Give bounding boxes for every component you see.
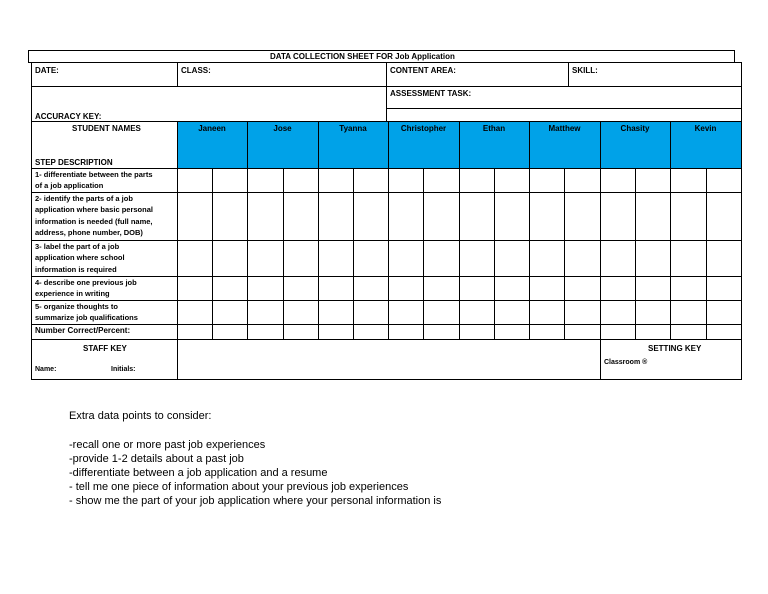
step-description-label: STEP DESCRIPTION xyxy=(35,158,113,167)
student-name-6: Matthew xyxy=(548,124,581,133)
number-correct-label: Number Correct/Percent: xyxy=(35,326,131,335)
grid-line xyxy=(459,121,460,169)
grid-line xyxy=(706,168,707,340)
content-area-label: CONTENT AREA: xyxy=(390,66,456,75)
grid-line xyxy=(177,62,178,87)
accuracy-key-label: ACCURACY KEY: xyxy=(35,112,102,121)
extra-item-4: - tell me one piece of information about your previous job experiences xyxy=(69,481,409,493)
staff-key-label: STAFF KEY xyxy=(83,344,127,353)
grid-line xyxy=(283,168,284,340)
setting-key-label: SETTING KEY xyxy=(648,344,702,353)
grid-line xyxy=(28,50,735,51)
extra-item-1: -recall one or more past job experiences xyxy=(69,439,266,451)
student-name-3: Tyanna xyxy=(339,124,367,133)
grid-line xyxy=(670,121,671,169)
student-names-label: STUDENT NAMES xyxy=(72,124,141,133)
grid-line xyxy=(318,121,319,169)
grid-line xyxy=(741,168,742,340)
grid-line xyxy=(31,379,742,380)
grid-line xyxy=(247,168,248,340)
student-name-4: Christopher xyxy=(400,124,447,133)
extra-heading: Extra data points to consider: xyxy=(69,410,212,422)
grid-line xyxy=(423,168,424,340)
grid-line xyxy=(568,62,569,87)
grid-line xyxy=(212,168,213,340)
grid-line xyxy=(494,168,495,340)
grid-line xyxy=(600,168,601,340)
grid-line xyxy=(670,168,671,340)
extra-item-3: -differentiate between a job application and a resume xyxy=(69,467,328,479)
class-label: CLASS: xyxy=(181,66,211,75)
grid-line xyxy=(529,121,530,169)
grid-line xyxy=(741,121,742,169)
step-1: 1- differentiate between the parts of a job application xyxy=(35,170,153,191)
grid-line xyxy=(31,62,32,380)
grid-line xyxy=(177,339,178,380)
extra-item-5: - show me the part of your job application where your personal information is xyxy=(69,495,442,507)
extra-item-2: -provide 1-2 details about a past job xyxy=(69,453,244,465)
student-name-7: Chasity xyxy=(620,124,650,133)
grid-line xyxy=(635,168,636,340)
staff-initials-label: Initials: xyxy=(111,366,136,373)
student-name-1: Janeen xyxy=(198,124,226,133)
grid-line xyxy=(459,168,460,340)
step-3: 3- label the part of a job application where school information is required xyxy=(35,242,125,274)
student-name-2: Jose xyxy=(273,124,292,133)
sheet-title: DATA COLLECTION SHEET FOR Job Application xyxy=(270,52,455,61)
grid-line xyxy=(247,121,248,169)
grid-line xyxy=(177,168,178,340)
student-name-8: Kevin xyxy=(694,124,717,133)
step-2: 2- identify the parts of a job application where basic personal information is needed (full name, address, phone number, DOB) xyxy=(35,194,153,237)
date-label: DATE: xyxy=(35,66,59,75)
grid-line xyxy=(529,168,530,340)
grid-line xyxy=(600,121,601,169)
staff-name-label: Name: xyxy=(35,366,57,373)
grid-line xyxy=(388,168,389,340)
grid-line xyxy=(386,108,742,109)
step-5: 5- organize thoughts to summarize job qualifications xyxy=(35,302,138,323)
grid-line xyxy=(353,168,354,340)
student-name-5: Ethan xyxy=(482,124,506,133)
grid-line xyxy=(177,121,178,169)
grid-line xyxy=(318,168,319,340)
grid-line xyxy=(388,121,389,169)
grid-line xyxy=(564,168,565,340)
step-4: 4- describe one previous job experience in writing xyxy=(35,278,137,299)
classroom-label: Classroom ® xyxy=(604,359,648,366)
grid-line xyxy=(600,339,601,380)
grid-line xyxy=(386,62,387,122)
skill-label: SKILL: xyxy=(572,66,598,75)
grid-line xyxy=(28,50,29,63)
assessment-task-label: ASSESSMENT TASK: xyxy=(390,89,472,98)
